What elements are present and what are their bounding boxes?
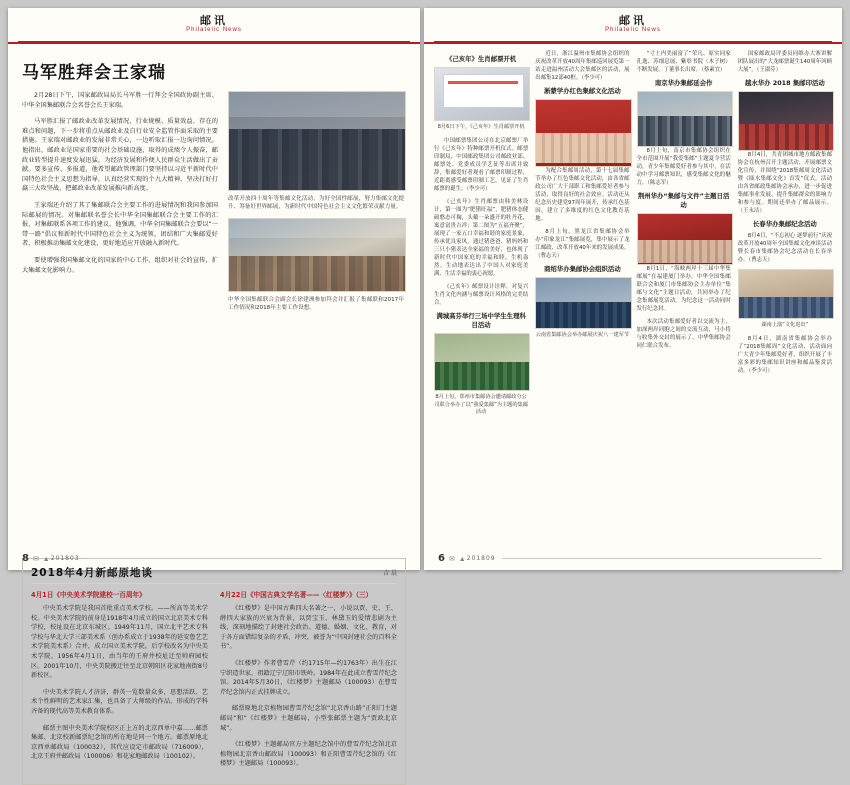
paragraph: 《红楼梦》是中国古典四大名著之一，小说以贾、史、王、薛四大家族的兴衰为背景，以贾宝玉、林黛玉的爱情悲剧为主线，深刻地描绘了封建社会政治、道德、婚姻、文化、教育，对于各方面错综复杂的矛盾、冲突，被誉为“中国封建社会的百科全书”。	[220, 605, 397, 651]
page-number: 6	[438, 553, 445, 564]
footer-ornament: ✉ ▲	[32, 555, 51, 563]
paragraph: 本次活动集邮爱好者以交流为主，加深两岸同胞之间的交流互动，马小将与收集外交封的展示了、中华集邮协会同仁联合发布。	[636, 319, 731, 349]
photo-detail	[739, 297, 833, 318]
news-headline: 南京华办集邮延会作	[654, 79, 713, 87]
paragraph: 马军胜汇报了邮政业改革发展情况、行业规模、质量效益、存在的难点和问题，下一步将重点从邮政业及自行业安全监管作面采取的主要措施。王家瑞对邮政业的发展非常关心，一边听取汇报一边询问情况。他指出，邮政业是国家重要的社会基础设施，取得的成绩令人振奋，邮政业转型提升速度发展迅猛，为经济发展和作便人民群众生活做出了贡献。要多宣传、多报道，他希望邮政管理部门要坚持以习近平新时代中国特色社会主义思想为指导，认真经营实现的个九大精神，坚决打好打赢三大攻坚战，把邮政业改革发展推向新高度。	[22, 118, 218, 193]
document-photo	[434, 67, 530, 121]
masthead-rule	[434, 41, 832, 42]
banner-photo	[637, 213, 733, 265]
footer-rule	[502, 558, 822, 559]
paragraph: 8月1日，“海峡两岸十三届中华集邮展”在福建厦门举办。中华全国集邮联合会和厦门市集邮协会主办单位“集邮与文化”主题日活动，共同举办了纪念集邮展览活动。为纪念这一活动同时发行纪念封。	[636, 266, 731, 312]
boxed-article-left-column	[31, 590, 208, 776]
news-column	[535, 50, 629, 423]
news-headline: 商绍华办集邮协会组织活动	[544, 265, 621, 273]
news-column	[637, 50, 731, 423]
subhead: 4月1日《中央美术学院建校一百周年》	[31, 591, 146, 599]
paragraph: 中央美术学院是我国首批重点美术学校。——所高等美术学校。中央美术学院的前身是1918年4月成立的国立北京美术专科学校，校址设在北京东城区。1949年11月，国立北平艺术专科学校与华北大学三部美术系（创办系成立于1938年的延安鲁艺艺术学院美术系）合并，成立国立美术学院，后学校改名为中央美术学院。1956年4月1日，由当年的王府井校址迁至帅府园校区。2001年10月，中央美院搬迁往至北京朝阳区花家地南街8号新校区。	[31, 605, 208, 680]
boxed-article-right-column	[220, 590, 397, 776]
news-column	[738, 50, 832, 423]
right-page-footer	[438, 553, 828, 564]
photo-caption: 湖南上演“文化进出”	[761, 322, 809, 328]
ceremony-photo	[535, 99, 631, 167]
issue-date: 201809	[466, 555, 496, 562]
boxed-article-title: 2018年4月新邮原地谈	[31, 567, 154, 579]
paragraph: 中国邮票集团公司在北京邮票厂举行《己亥年》特种邮票开机仪式。邮票印制局、中国邮政集团公司邮政业部、邮票处、党委成员学艺征等出席并致辞，集邮爱好者观看了邮票印制过程，近距离感受邮票印制工艺，见证了生肖邮票的诞生。（李少可）	[434, 138, 529, 193]
photo-caption: 云南省集邮协会举办邮展庆祝八一建军节	[535, 332, 630, 338]
news-headline: 淅蒙学办红色集邮文化活动	[544, 87, 621, 95]
page-number: 8	[22, 553, 29, 564]
paragraph: 《己亥年》生肖邮票由韩美林设计，第一图为“肥猪旺福”，肥猪体态健硕憨态可掬，头戴一朵盛开的牡丹花，寓意富贵吉祥；第二图为“五福齐聚”，展现了一家五口幸福和谐的家庭景象，传承优良家风，通过猪爸爸、猪妈妈和三只小猪表达全家福的美好，也体现了新时代中国家庭的幸福和睦，生机盎然。生动地表达出了中国人对家庭美满、生活幸福的衷心祝愿。	[434, 199, 529, 278]
masthead-title: 邮讯	[200, 14, 228, 27]
paragraph: 《红楼梦》主题邮局官方主题纪念馆中的曹雪芹纪念馆北京植物园北京香山邮政局（100093）和正阳曹雪芹纪念馆的《红楼梦》主题邮局（100093）。	[220, 741, 397, 768]
photo-detail	[443, 74, 524, 108]
paragraph: 8月上旬，南京市集邮协会组织在全市范围开展“我爱集邮”主题夏令营活动，青少年集邮爱好者参与其中，在活动中学习邮票知识，感受集邮文化的魅力。（陈志军）	[636, 148, 731, 186]
left-page	[8, 8, 420, 768]
photo-caption: 8月上旬，郑州市集邮协会邀请邮政分公司联合举办了以“我爱集邮”为主题的集邮活动	[434, 394, 528, 416]
footer-ornament: ✉ ▲	[448, 555, 467, 563]
photo-detail	[739, 124, 833, 150]
paragraph: 中央美术学院人才济济，群英一览数量众多，思想活跃、艺术个性鲜明的艺术家汇集，也具备了大师级的作品，形成的学科齐备的现代高等美术教育体系。	[31, 688, 208, 715]
paragraph: 《己亥年》邮票设计诠释，对复兴生肖文化内涵与邮票设计风格的完美结合。	[434, 284, 529, 307]
photo-detail	[536, 302, 630, 328]
news-headline: 《己亥年》生肖邮票开机	[445, 55, 517, 63]
stage-photo	[738, 91, 834, 151]
photo-detail	[435, 362, 529, 390]
paragraph: “寸土内美丽富了”荣凡、原实同家孔逸、苏细息展、紫彰书院（木子树）不断发展，丁董事长出席。（蔡素宜）	[636, 51, 731, 73]
right-news-body	[424, 44, 842, 550]
soldiers-photo	[535, 277, 631, 329]
boxed-article	[22, 558, 406, 785]
paragraph: 8月4日，共青团城市地方邮政集邮协会在杭州召开主题活动，开展邮票文化宣传，并围绕“2018集邮周文化活动暨《瓯水集邮文化》首发”仪式。活动由各省邮政集邮协会承办，进一步促进集邮事业发展，提升集邮群众的影响力和参与度。期间还举办了邮品展示。（王永洁）	[737, 152, 832, 214]
page-title: 马军胜拜会王家瑞	[22, 63, 166, 83]
paragraph: 8月4日，“不忘初心 逐梦前行”庆祝改革开放40周年全国集邮文化座谈活动暨长春市集邮协会纪念活动在长春举办。（曹志天）	[737, 233, 832, 263]
photo-detail	[536, 133, 630, 163]
paragraph: 邮票主图中央美术学院校区正上方的北京西单中嘉……邮票集邮、北京校新邮票纪念馆的所在地是同一个地方。邮票原地北京西单邮政局（100032），其代应设定市邮政局（716009），北京王府井邮政局（100006）和花家地邮政局（100102）。	[31, 724, 208, 761]
masthead-left	[8, 8, 420, 44]
news-headline: 长春华办集邮纪念活动	[752, 220, 817, 228]
photo-detail	[638, 240, 732, 263]
paragraph: 《红楼梦》作者曹雪芹（约1715年—约1763年）出生在江宁织造世家，祖籍辽宁辽阳市铁岭。1984年在此成立曹雪芹纪念馆。2014年5月30日，《红楼梦》主题邮局（100093）在曹雪芹纪念馆内正式挂牌成立。	[220, 659, 397, 696]
photo-caption: 改革开放四十周年等集邮文化活动，为好全国性邮展，努力集邮文化提升、筹备好世界邮展，为新时代中国特色社会主义文化繁荣贡献力量。	[228, 196, 404, 211]
masthead-title: 邮讯	[619, 14, 647, 27]
left-image-column	[228, 91, 404, 313]
children-photo	[637, 91, 733, 147]
paragraph: 8月4日，湖南省集邮协会举办了“2018集邮周”文化活动，活动面向广大青少年集邮爱好者，组织开展了丰富多彩的集邮知识讲座和邮品鉴赏活动。（李少可）	[737, 336, 832, 375]
paragraph: 2月28日下午，国家邮政局局长马军胜一行拜会全国政协副主席、中华全国集邮联合会名誉会长王家瑞。	[22, 92, 218, 109]
masthead-rule	[18, 41, 410, 42]
group-photo	[434, 333, 530, 391]
left-text-column	[22, 91, 218, 313]
news-headline: 荆州华办“集邮与文件”主题日活动	[637, 192, 730, 209]
masthead-right	[424, 8, 842, 44]
right-page	[424, 8, 842, 570]
paragraph: 为配合集邮周活动，第十七届集邮节举办了红色集邮文化活动，由各省邮政公司广大干部职工和集邮爱好者参与活动，取得良好的社会效应。活动还从纪念历史建党97周年展开，传承红色基因，建立了多维度的红色文化教育基地。	[535, 168, 630, 222]
paragraph: 王家瑞还介绍了其了集邮联合会主要工作的进展情况和我国参加国际邮展的情况。对集邮联名誉会长中华全国集邮联合会主要工作的汇报、对集邮联系各项工作的建议。他强调，中华全国集邮联合会要以“一带一路”倡议和新时代中国特色社会主义为统领，团结和广大集邮爱好者，积极推动集邮文化建设，更好地适应开放融入新时代。	[22, 201, 218, 248]
boxed-article-author: 吉 晨	[383, 570, 397, 577]
masthead-subtitle: Philatelic News	[605, 27, 661, 33]
news-column	[434, 50, 528, 423]
paragraph: 国家邮政局评委员同维办大寨讲解团队展出的“大龙邮票诞生140周年回顾大展”。（王淑芬）	[737, 51, 832, 73]
subhead: 4月22日《中国古典文学名著——〈红楼梦〉》（三）	[220, 591, 373, 599]
paragraph: 要使增强我国集邮文化的国家的中心工作，组织对社会的宣传，扩大集邮文化影响力。	[22, 256, 218, 274]
left-page-footer	[22, 553, 406, 564]
paragraph: 邮票原地北京植物园曹雪芹纪念馆“北京香山路”正阳门主题邮局“和”《红楼梦》主题邮局，小型张邮票主题为“贾政北京城”。	[220, 705, 397, 732]
group-photo-primary	[228, 91, 406, 191]
paragraph: 8月上旬，黑龙江省集邮协会举办“印象龙江”集邮展览，集中展示了龙江邮政、改革开放40年来的发展成果。（曹志天）	[535, 229, 630, 259]
news-columns	[434, 50, 832, 423]
masthead-subtitle: Philatelic News	[186, 27, 242, 33]
photo-caption: 8月6日下午，《己亥年》生肖邮票开机	[437, 124, 525, 130]
news-headline: 满城高芬举行三场中学生生理科目活动	[436, 312, 526, 330]
group-photo-secondary	[228, 218, 406, 292]
issue-date: 201803	[50, 555, 80, 562]
photo-caption: 中华全国集邮联合会副会长徐建洲参加拜会并汇报了集邮联和2017年工作情况和2018年主要工作设想。	[228, 296, 404, 312]
exhibition-photo	[738, 269, 834, 319]
footer-rule	[86, 558, 400, 559]
paragraph: 近日，浙江温州市集邮协会组织的庆祝改革开放40周年集邮巡回展览第一站走进温州活动大会集邮区的活动，展出邮集12部40框。（李少可）	[535, 51, 630, 81]
news-headline: 越水华办 2018 集邮印活动	[744, 79, 825, 87]
left-article-body	[8, 44, 420, 552]
photo-detail	[638, 116, 732, 146]
